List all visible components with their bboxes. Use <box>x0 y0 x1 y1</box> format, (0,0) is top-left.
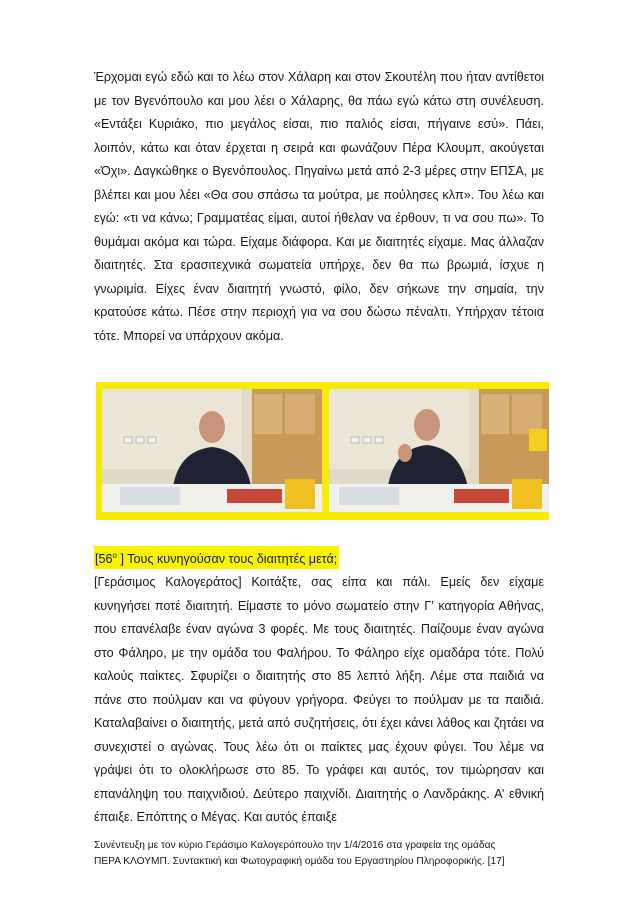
interview-photo-2 <box>329 389 549 512</box>
photo-strip <box>96 382 549 520</box>
question-text: ] Τους κυνηγούσαν τους διαιτητές μετά; <box>116 552 338 567</box>
footer-line-1: Συνέντευξη με τον κύριο Γεράσιμο Καλογερόπουλο την 1/4/2016 στα γραφεία της ομάδας <box>94 840 496 851</box>
interview-photo-2-image <box>329 389 549 512</box>
paragraph-1: Έρχομαι εγώ εδώ και το λέω στον Χάλαρη και στον Σκουτέλη που ήταν αντίθετοι με τον Βγενόπουλο και μου λέει ο Χάλαρης, θα πάω εγώ κάτω στη συνέλευση. «Εντάξει Κυριάκο, πιο μεγάλος είσαι, πιο παλιός είσαι, πήγαινε εσύ». Πάει, λοιπόν, κάτω και όταν έρχεται η σειρά και φωνάζουν Πέρα Κλουμπ, ακούγεται «Όχι». Δαγκώθηκε ο Βγενόπουλος. Πηγαίνω μετά από 2-3 μέρες στην ΕΠΣΑ, με βλέπει και μου λέει «Θα σου σπάσω τα μούτρα, με πούλησες κλπ». Του λέω και εγώ: «τι να κάνω; Γραμματέας είμαι, αυτοί ήθελαν να έρθουν, τι να σου πω». Το θυμάμαι ακόμα και τώρα. Είχαμε διάφορα. Και με διαιτητές είχαμε. Μας άλλαζαν διαιτητές. Στα ερασιτεχνικά σωματεία υπήρχε, δεν θα πω βρωμιά, ίσχυε η γνωριμία. Είχες έναν διαιτητή γνωστό, φίλο, δεν σήκωνε την σημαία, την κρατούσε κάτω. Πέσε στην περιοχή για να σου δώσω πέναλτι. Υπήρχαν τέτοια τότε. Μπορεί να υπάρχουν ακόμα. <box>94 70 544 343</box>
footer-line-2: ΠΕΡΑ ΚΛΟΥΜΠ. Συντακτική και Φωτογραφική ομάδα του Εργαστηρίου Πληροφορικής. [17] <box>94 856 505 867</box>
question-number: [56 <box>95 552 113 567</box>
question-line <box>94 546 339 569</box>
question-superscript: ο <box>112 551 117 560</box>
paragraph-2: [Γεράσιμος Καλογεράτος] Κοιτάξτε, σας είπα και πάλι. Εμείς δεν είχαμε κυνηγήσει ποτέ διαιτητή. Είμαστε το μόνο σωματείο στην Γ’ κατηγορία Αθήνας, που επανέλαβε έναν αγώνα 3 φορές. Με τους διαιτητές. Παίζουμε έναν αγώνα στο Φάληρο, με την ομάδα του Φαλήρου. Το Φάληρο είχε ομαδάρα τότε. Πολύ καλούς παίκτες. Σφυρίζει ο διαιτητής στο 85 λεπτό λήξη. Λέμε στα παιδιά να πάνε στο πούλμαν και να φύγουν γρήγορα. Φεύγει το πούλμαν με τα παιδιά. Καταλαβαίνει ο διαιτητής, μετά από συζητήσεις, ότι έχει κάνει λάθος και ζητάει να συνεχιστεί ο αγώνας. Τους λέω ότι οι παίκτες μας έχουν φύγει. Του λέμε να γράψει ότι το ολοκλήρωσε στο 85. Το γράφει και αυτός, τον τιμώρησαν και επανάληψη του παιχνιδιού. Δεύτερο παιχνίδι. Διαιτητής ο Λανδράκης. Α’ εθνική έπαιξε. Επόπτης ο Μέγας. Και αυτός έπαιξε <box>94 575 544 824</box>
interview-photo-1 <box>102 389 322 512</box>
interview-photo-1-image <box>102 389 322 512</box>
page-footer <box>94 838 554 870</box>
